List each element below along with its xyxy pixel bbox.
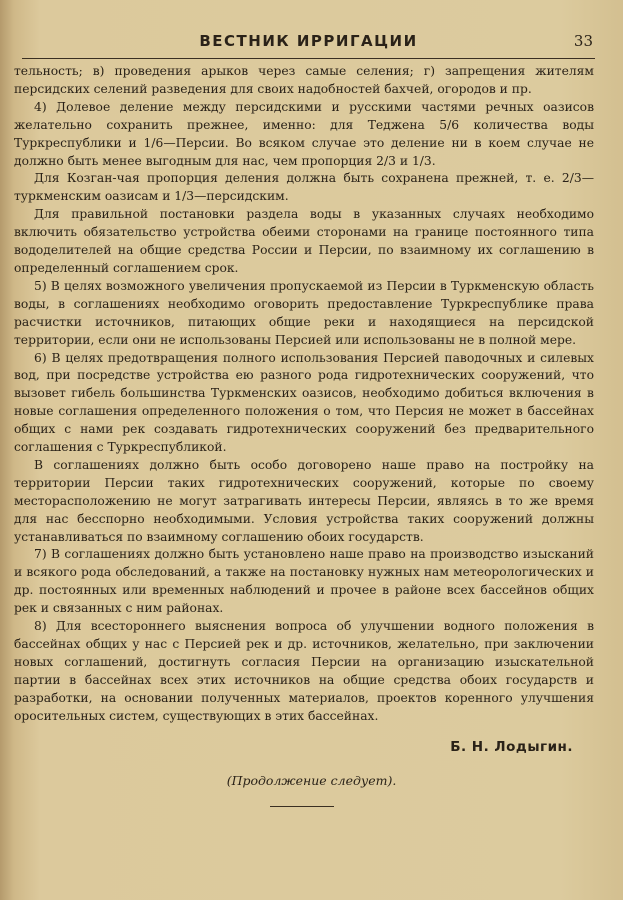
paragraph-item-6: 6) В целях предотвращения полного использования Персией паводочных и силевых вод, при посредстве устройства ею разного рода гидротехнических сооружений, что вызовет гибель большинства Туркменских оазисов, необходимо добиться включения в новые соглашения определенного положения о том, что Персия не может в бассейнах общих с нами рек создавать гидротехнических сооружений без предварительного соглашения с Туркреспубликой.	[14, 350, 594, 455]
paragraph-kozgan-chai: Для Козган-чая пропорция деления должна быть сохранена прежней, т. е. 2/3—туркменским оазисам и 1/3—персидским.	[14, 171, 594, 204]
paragraph-construction-rights: В соглашениях должно быть особо договорено наше право на постройку на территории Персии таких гидротехнических сооружений, которые по своему месторасположению не могут затрагивать интересы Персии, являясь в то же время для нас бесспорно необходимыми. Условия устройства таких сооружений должны устанавливаться по взаимному соглашению обоих государств.	[14, 457, 594, 544]
continued-note: (Продолжение следует).	[226, 773, 397, 788]
paragraph-item-8: 8) Для всестороннего выяснения вопроса об улучшении водного положения в бассейнах общих у нас с Персией рек и др. источников, желательно, при заключении новых соглашений, достигнуть согласия Персии на организацию изыскательной партии в бассейнах всех этих источников на общие средства обоих государств и разработки, на основании полученных материалов, проектов коренного улучшения оросительных систем, существующих в этих бассейнах.	[14, 619, 594, 723]
journal-title: ВЕСТНИК ИРРИГАЦИИ	[199, 32, 418, 50]
running-header	[22, 30, 595, 54]
paragraph-item-4: 4) Долевое деление между персидскими и русскими частями речных оазисов желательно сохранить прежнее, именно: для Теджена 5/6 количества воды Туркреспублики и 1/6—Персии. Во всяком случае это деление ни в коем случае не должно быть менее выгодным для нас, чем пропорция 2/3 и 1/3.	[14, 99, 594, 168]
paragraph-item-7: 7) В соглашениях должно быть установлено наше право на производство изысканий и всякого рода обследований, а также на постановку нужных нам метеорологических и др. постоянных или временных наблюдений и прочее в районе всех бассейнов общих рек и связанных с ним районах.	[14, 547, 594, 616]
page-number: 33	[573, 32, 593, 50]
header-rule	[22, 58, 595, 60]
end-rule	[270, 806, 334, 808]
paragraph-continuation: тельность; в) проведения арыков через самые селения; г) запрещения жителям персидских селений разведения для своих надобностей бахчей, огородов и пр.	[14, 64, 594, 96]
author-signature: Б. Н. Лодыгин.	[450, 739, 573, 755]
paragraph-item-5: 5) В целях возможного увеличения пропускаемой из Персии в Туркменскую область воды, в соглашениях необходимо оговорить предоставление Туркреспублике права расчистки источников, питающих общие реки и находящиеся на персидской территории, если они не использованы Персией или использованы не в полной мере.	[14, 278, 594, 347]
article-body	[14, 63, 594, 726]
paragraph-water-dividers: Для правильной постановки раздела воды в указанных случаях необходимо включить обязательство устройства обеими сторонами на границе постоянного типа вододелителей на общие средства России и Персии, по взаимному их соглашению в определенный соглашением срок.	[14, 207, 594, 275]
